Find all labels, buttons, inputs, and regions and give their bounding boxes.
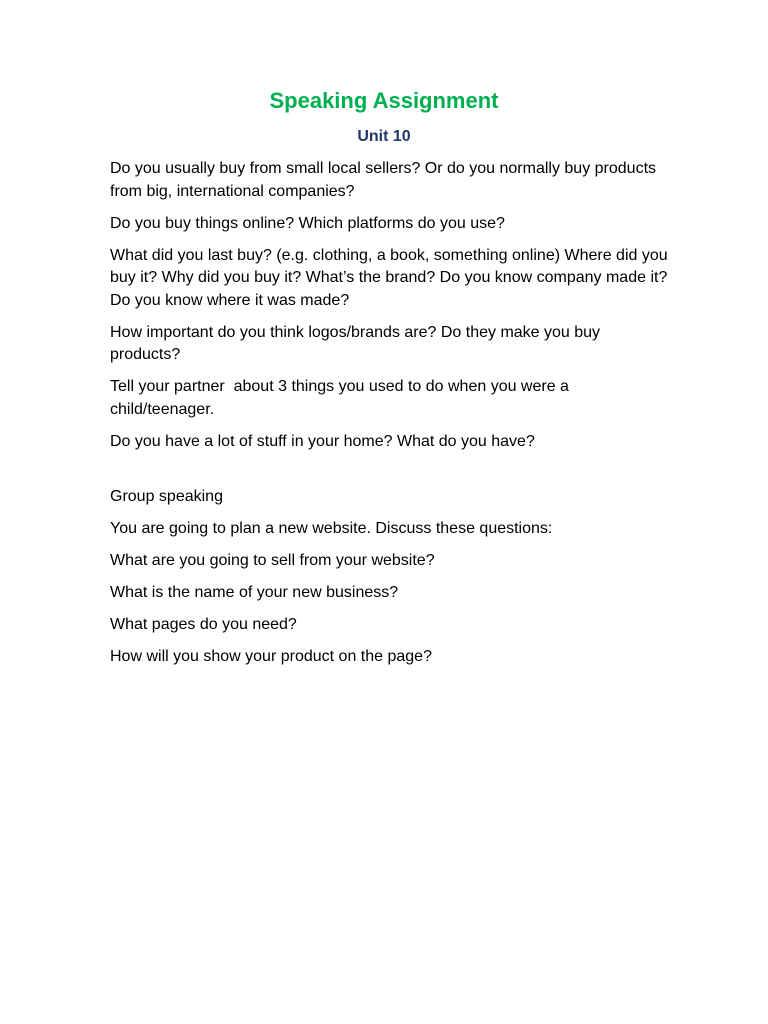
group-question-paragraph: What pages do you need? — [110, 616, 297, 633]
group-speaking-heading: Group speaking — [110, 488, 223, 505]
question-paragraph: Do you buy things online? Which platforms do you use? — [110, 214, 505, 232]
question-paragraph: What did you last buy? (e.g. clothing, a book, something online) Where did you buy it? Why did you buy it? What’s the brand? Do you know company made it? Do you know where it was made? — [110, 246, 673, 309]
group-speaking-intro: You are going to plan a new website. Discuss these questions: — [110, 520, 553, 537]
question-paragraph: Do you have a lot of stuff in your home? What do you have? — [110, 432, 535, 450]
question-paragraph: Tell your partner about 3 things you used to do when you were a child/teenager. — [110, 378, 574, 418]
group-question-paragraph: How will you show your product on the page? — [110, 648, 432, 665]
document-subtitle: Unit 10 — [357, 128, 411, 145]
document-title: Speaking Assignment — [269, 88, 499, 113]
document-body — [110, 158, 673, 678]
question-paragraph: How important do you think logos/brands are? Do they make you buy products? — [110, 323, 605, 363]
question-paragraph: Do you usually buy from small local sellers? Or do you normally buy products from big, international companies? — [110, 160, 661, 200]
group-question-paragraph: What is the name of your new business? — [110, 584, 399, 601]
group-question-paragraph: What are you going to sell from your website? — [110, 552, 435, 569]
